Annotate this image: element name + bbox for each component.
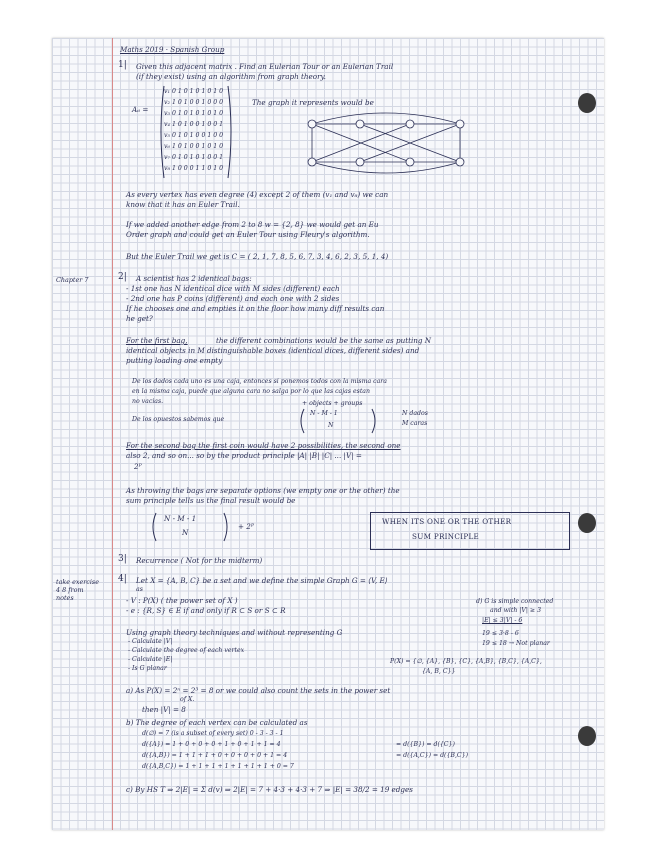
q2-text: - 1st one has N identical dice with M sides (different) each	[126, 284, 340, 293]
matrix-row: v₅ 0 1 0 1 0 0 1 0 0	[164, 132, 224, 139]
degree-line: d({A,B,C}) = 1 + 1 + 1 + 1 + 1 + 1 + 1 + 0 = 7	[142, 763, 294, 770]
euler-trail: But the Euler Trail we get is C = ( 2, 1, 7, 8, 5, 6, 7, 3, 4, 6, 2, 3, 5, 1, 4)	[126, 252, 389, 261]
task-item: - Calculate |E|	[128, 656, 173, 663]
degree-line: d(∅) = 7 (is a subset of every set) 0 - 3 - 3 - 1	[142, 730, 284, 737]
spanish-note: De los dados cada uno es una caja, entonces si ponemos todos con la misma cara	[132, 378, 387, 385]
question-number: 4|	[118, 574, 127, 584]
binomial-bottom: N	[328, 422, 334, 429]
paragraph: If we added another edge from 2 to 8 w = {2, 8} we would get an Eu	[126, 220, 379, 229]
matrix-row: v₄ 1 0 1 0 0 1 0 0 1	[164, 121, 224, 128]
punch-hole	[578, 513, 596, 533]
matrix-row: v₃ 0 1 0 1 0 1 0 1 0	[164, 110, 224, 117]
formula-tail: + 2ᴾ	[238, 522, 254, 531]
side-work: 19 ≤ 18 → Not planar	[482, 640, 550, 647]
margin-note: 4 8 from	[56, 586, 84, 594]
annotation: N dados	[402, 410, 428, 417]
q2-text: If he chooses one and empties it on the floor how many diff results can	[126, 304, 385, 313]
matrix-row: v₁ 0 1 0 1 0 1 0 1 0	[164, 88, 224, 95]
margin-note: Chapter 7	[56, 276, 89, 284]
side-work: d) G is simple connected	[476, 598, 554, 605]
margin-note: notes	[56, 594, 74, 602]
page-title: Maths 2019 · Spanish Group	[120, 45, 225, 54]
matrix-row: v₇ 0 1 0 1 0 1 0 0 1	[164, 154, 224, 161]
paragraph: As every vertex has even degree (4) except 2 of them (v₁ and v₈) we can	[126, 190, 389, 199]
box-text: WHEN ITS ONE OR THE OTHER	[382, 517, 512, 526]
answer-c: c) By HS T ⇒ 2|E| = Σ d(v) ⇒ 2|E| = 7 + 4·3 + 4·3 + 7 ⇒ |E| = 38/2 = 19 edges	[126, 785, 413, 794]
punch-hole	[578, 93, 596, 113]
paragraph: Order graph and could get an Euler Tour using Fleury's algorithm.	[126, 230, 370, 239]
answer-a: of X.	[180, 696, 195, 703]
matrix-row: v₈ 1 0 0 0 1 1 0 1 0	[164, 165, 224, 172]
punch-hole	[578, 726, 596, 746]
side-work: and with |V| ≥ 3	[490, 607, 542, 614]
degree-line: = d({B}) = d({C})	[396, 741, 455, 748]
spanish-note: De los opuestos sabemos que	[132, 416, 225, 423]
matrix-row: v₆ 1 0 1 0 0 1 0 1 0	[164, 143, 224, 150]
paragraph: identical objects in M distinguishable boxes (identical dices, different sides) and	[126, 346, 420, 355]
subheading: For the first bag,	[126, 336, 188, 345]
annotation: + objects + groups	[302, 400, 363, 407]
spanish-note: no vacias.	[132, 398, 164, 405]
answer-b: b) The degree of each vertex can be calculated as	[126, 718, 308, 727]
q3-text: Recurrence ( Not for the midterm)	[136, 556, 263, 565]
spanish-note: en la misma caja, puede que alguna cara no salga por lo que las cajas estan	[132, 388, 370, 395]
notebook-page	[52, 38, 604, 830]
question-number: 3|	[118, 554, 127, 564]
paragraph: sum principle tells us the final result would be	[126, 496, 296, 505]
annotation: M caras	[402, 420, 428, 427]
q2-text: - 2nd one has P coins (different) and each one with 2 sides	[126, 294, 340, 303]
formula-top: N - M - 1	[164, 514, 197, 523]
q4-text: - V : P(X) ( the power set of X )	[126, 596, 238, 605]
power-set: {A, B, C}}	[422, 668, 456, 675]
result: 2ᴾ	[134, 462, 142, 471]
paragraph: also 2, and so on... so by the product principle |A| |B| |C| ... |V| =	[126, 451, 362, 460]
box-text: SUM PRINCIPLE	[412, 532, 480, 541]
graph-caption: The graph it represents would be	[252, 98, 374, 107]
degree-line: = d({A,C}) = d({B,C})	[396, 752, 469, 759]
formula-bottom: N	[182, 528, 189, 537]
paragraph: putting loading one empty	[126, 356, 223, 365]
q4-text: Let X = {A, B, C} be a set and we define the simple Graph G = ⟨V, E⟩	[136, 576, 388, 585]
margin-note: take exercise	[56, 578, 99, 586]
q1-text: (if they exist) using an algorithm from graph theory.	[136, 72, 326, 81]
paragraph: know that it has an Euler Trail.	[126, 200, 240, 209]
q4-text: - e : {R, S} ∈ E if and only if R ⊂ S or S ⊂ R	[126, 606, 286, 615]
paragraph: As throwing the bags are separate options (we empty one or the other) the	[126, 486, 400, 495]
q4-text: Using graph theory techniques and without representing G	[126, 628, 343, 637]
question-number: 1|	[118, 60, 127, 70]
q2-text: he get?	[126, 314, 153, 323]
power-set: P(X) = {∅, {A}, {B}, {C}, {A,B}, {B,C}, {A,C},	[390, 658, 542, 665]
side-work: |E| ≤ 3|V| - 6	[482, 617, 523, 624]
paragraph: For the second bag the first coin would have 2 possibilities, the second one	[126, 441, 401, 450]
task-item: - Calculate |V|	[128, 638, 173, 645]
margin-line	[112, 38, 113, 830]
matrix-row: v₂ 1 0 1 0 0 1 0 0 0	[164, 99, 224, 106]
side-work: 19 ≤ 3·8 - 6	[482, 630, 519, 637]
matrix-label: A₆ =	[132, 105, 149, 114]
q2-text: A scientist has 2 identical bags:	[136, 274, 252, 283]
degree-line: d({A}) = 1 + 0 + 0 + 0 + 1 + 0 + 1 + 1 = 4	[142, 741, 281, 748]
task-item: - Calculate the degree of each vertex	[128, 647, 245, 654]
binomial-top: N - M - 1	[310, 410, 338, 417]
graph-drawing	[300, 112, 500, 172]
degree-line: d({A,B}) = 1 + 1 + 1 + 0 + 0 + 0 + 0 + 1 = 4	[142, 752, 288, 759]
paragraph: the different combinations would be the same as putting N	[216, 336, 432, 345]
answer-a: then |V| = 8	[142, 705, 186, 714]
answer-a: a) As P(X) = 2ⁿ = 2³ = 8 or we could also count the sets in the power set	[126, 686, 391, 695]
task-item: - Is G planar	[128, 665, 167, 672]
question-number: 2|	[118, 272, 127, 282]
q4-text: as	[136, 586, 143, 593]
q1-text: Given this adjacent matrix . Find an Eulerian Tour or an Eulerian Trail	[136, 62, 394, 71]
